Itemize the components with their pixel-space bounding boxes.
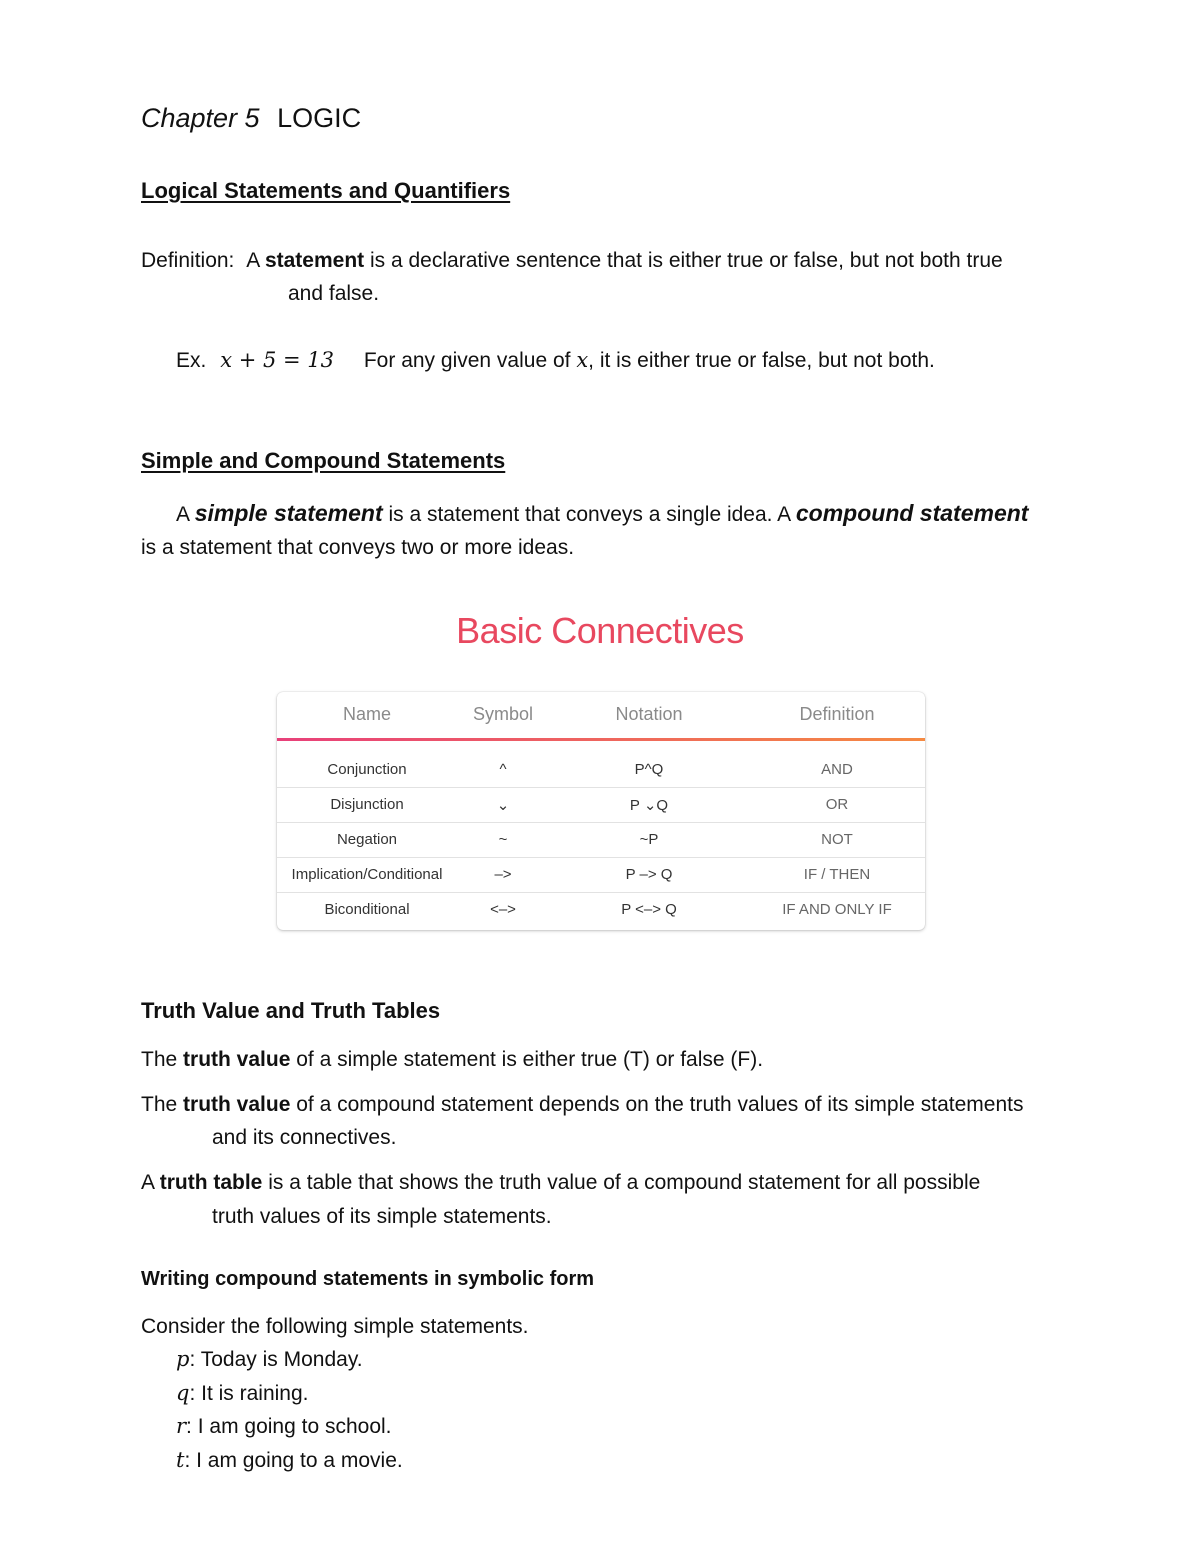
header-definition: Definition	[799, 704, 875, 724]
example-line	[176, 347, 935, 374]
statement-p	[176, 1346, 363, 1373]
header-gradient-divider	[277, 738, 925, 741]
truth-table-line-1	[141, 1170, 980, 1196]
section-heading-symbolic-form: Writing compound statements in symbolic form	[141, 1268, 595, 1290]
example-var: x	[576, 348, 589, 372]
connectives-header-row	[277, 692, 925, 738]
simple-compound-line-2: is a statement that conveys two or more ideas.	[141, 536, 575, 559]
truth-value-compound-line-1	[141, 1092, 1023, 1118]
definition-line-2: and false.	[288, 282, 380, 305]
p1-pre: The	[141, 1048, 178, 1071]
cell-definition: IF AND ONLY IF	[782, 901, 892, 918]
cell-name: Implication/Conditional	[291, 866, 443, 883]
var-t: t	[176, 1448, 185, 1472]
chapter-label: Chapter 5	[141, 103, 260, 133]
connectives-title: Basic Connectives	[456, 610, 744, 651]
table-row-biconditional	[277, 892, 925, 927]
header-symbol: Symbol	[472, 704, 534, 724]
cell-definition: OR	[825, 796, 849, 813]
statement-t-text: : I am going to a movie.	[184, 1449, 403, 1472]
cell-symbol: ~	[498, 831, 508, 848]
cell-name: Biconditional	[324, 901, 410, 918]
cell-name: Disjunction	[330, 796, 404, 813]
var-q: q	[176, 1381, 190, 1405]
truth-value-simple-line	[141, 1047, 763, 1073]
chapter-title: LOGIC	[277, 103, 362, 133]
statement-r-text: : I am going to school.	[186, 1415, 392, 1438]
statement-t	[176, 1447, 403, 1474]
truth-value-compound-line-2: and its connectives.	[212, 1126, 397, 1149]
table-row-negation	[277, 822, 925, 857]
section-heading-logical-statements: Logical Statements and Quantifiers	[141, 178, 511, 203]
p2-post: of a compound statement depends on the truth values of its simple statements	[296, 1093, 1024, 1116]
statement-q-text: : It is raining.	[189, 1382, 309, 1405]
p1-term: truth value	[183, 1048, 291, 1071]
cell-definition: NOT	[821, 831, 853, 848]
cell-name: Negation	[336, 831, 398, 848]
definition-line-1	[141, 248, 1003, 274]
cell-notation: ~P	[639, 831, 659, 848]
example-text-post: , it is either true or false, but not both.	[588, 349, 935, 372]
p3-pre: A	[141, 1171, 154, 1194]
symbolic-intro: Consider the following simple statements.	[141, 1315, 529, 1338]
definition-label: Definition:	[141, 249, 235, 272]
cell-notation: P ⌄Q	[629, 797, 669, 814]
simple-mid: is a statement that conveys a single idea. A	[388, 503, 791, 526]
cell-symbol: –>	[494, 866, 512, 883]
connectives-table	[277, 692, 925, 930]
section-heading-truth-value: Truth Value and Truth Tables	[141, 998, 441, 1023]
definition-text: is a declarative sentence that is either true or false, but not both true	[369, 249, 1003, 272]
header-name: Name	[342, 704, 391, 724]
cell-notation: P –> Q	[625, 866, 673, 883]
var-p: p	[176, 1347, 190, 1371]
simple-compound-line-1	[176, 500, 1028, 528]
p1-post: of a simple statement is either true (T) or false (F).	[296, 1048, 764, 1071]
statement-q	[176, 1380, 309, 1407]
cell-name: Conjunction	[327, 761, 407, 778]
compound-statement-term: compound statement	[795, 500, 1029, 526]
simple-pre: A	[176, 503, 189, 526]
section-heading-simple-compound: Simple and Compound Statements	[141, 448, 506, 473]
cell-symbol: <–>	[490, 901, 516, 918]
truth-table-line-2: truth values of its simple statements.	[212, 1205, 552, 1228]
cell-symbol: ⌄	[496, 797, 510, 814]
definition-pre: A	[246, 249, 260, 272]
definition-term: statement	[264, 249, 365, 272]
chapter-heading	[141, 101, 361, 135]
table-row-implication	[277, 857, 925, 892]
cell-definition: AND	[821, 761, 853, 778]
statement-p-text: : Today is Monday.	[189, 1348, 363, 1371]
cell-definition: IF / THEN	[803, 866, 871, 883]
p3-term: truth table	[159, 1171, 263, 1194]
statement-r	[176, 1413, 392, 1440]
p3-post: is a table that shows the truth value of a compound statement for all possible	[268, 1171, 981, 1194]
var-r: r	[176, 1414, 187, 1438]
table-row-disjunction	[277, 787, 925, 822]
p2-pre: The	[141, 1093, 178, 1116]
table-row-conjunction	[277, 752, 925, 787]
cell-symbol: ^	[499, 761, 507, 778]
header-notation: Notation	[615, 704, 683, 724]
p2-term: truth value	[183, 1093, 291, 1116]
example-equation: x + 5 = 13	[220, 348, 335, 372]
cell-notation: P <–> Q	[621, 901, 677, 918]
example-text-pre: For any given value of	[363, 349, 571, 372]
simple-statement-term: simple statement	[194, 500, 383, 526]
cell-notation: P^Q	[634, 761, 664, 778]
example-label: Ex.	[176, 349, 207, 372]
